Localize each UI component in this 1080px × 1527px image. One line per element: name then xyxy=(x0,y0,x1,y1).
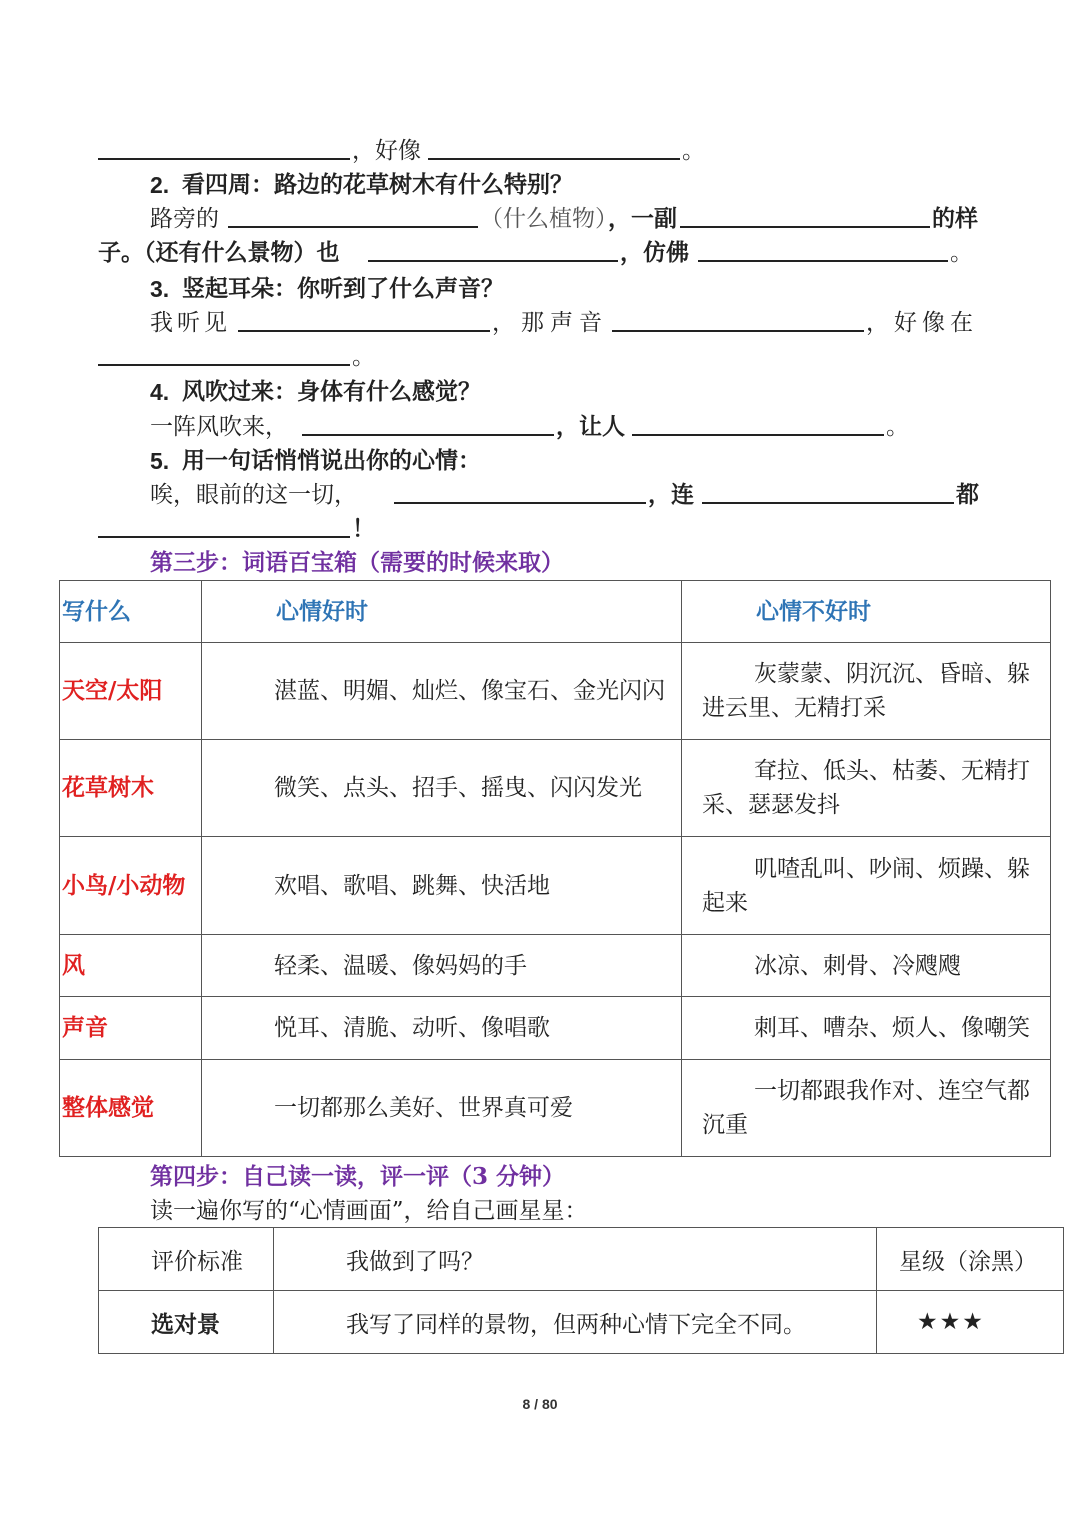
blank[interactable] xyxy=(680,202,930,228)
good-words: 悦耳、清脆、动听、像唱歌 xyxy=(202,997,682,1060)
row-label: 风 xyxy=(60,935,202,997)
header-good-mood: 心情好时 xyxy=(202,581,682,643)
bad-words: 灰蒙蒙、阴沉沉、昏暗、躲进云里、无精打采 xyxy=(682,643,1051,740)
blank[interactable] xyxy=(228,202,478,228)
blank[interactable] xyxy=(98,134,350,160)
blank[interactable] xyxy=(98,340,350,366)
table-row xyxy=(60,997,1051,1060)
header-bad-mood: 心情不好时 xyxy=(682,581,1051,643)
eval-row xyxy=(99,1291,1064,1354)
good-words: 欢唱、歌唱、跳舞、快活地 xyxy=(202,837,682,935)
eval-header-row xyxy=(99,1228,1064,1291)
blank[interactable] xyxy=(698,236,948,262)
criterion-description: 我写了同样的景物，但两种心情下完全不同。 xyxy=(274,1291,877,1354)
row-label: 声音 xyxy=(60,997,202,1060)
blank[interactable] xyxy=(428,134,680,160)
row-label: 小鸟/小动物 xyxy=(60,837,202,935)
table-row xyxy=(60,1060,1051,1157)
page-number: 8 / 80 xyxy=(522,1396,558,1412)
self-evaluation-table xyxy=(98,1227,1064,1354)
row-label: 整体感觉 xyxy=(60,1060,202,1157)
table-row xyxy=(60,740,1051,837)
blank[interactable] xyxy=(238,306,490,332)
blank[interactable] xyxy=(98,512,350,538)
good-words: 轻柔、温暖、像妈妈的手 xyxy=(202,935,682,997)
bad-words: 耷拉、低头、枯萎、无精打采、瑟瑟发抖 xyxy=(682,740,1051,837)
good-words: 微笑、点头、招手、摇曳、闪闪发光 xyxy=(202,740,682,837)
blank[interactable] xyxy=(632,410,884,436)
header-criterion: 评价标准 xyxy=(99,1228,274,1291)
table-row xyxy=(60,837,1051,935)
blank[interactable] xyxy=(368,236,618,262)
criterion: 选对景 xyxy=(99,1291,274,1354)
table-header-row xyxy=(60,581,1051,643)
blank[interactable] xyxy=(302,410,554,436)
bad-words: 一切都跟我作对、连空气都沉重 xyxy=(682,1060,1051,1157)
row-label: 天空/太阳 xyxy=(60,643,202,740)
bad-words: 叽喳乱叫、吵闹、烦躁、躲起来 xyxy=(682,837,1051,935)
header-stars: 星级（涂黑） xyxy=(877,1228,1064,1291)
good-words: 湛蓝、明媚、灿烂、像宝石、金光闪闪 xyxy=(202,643,682,740)
row-label: 花草树木 xyxy=(60,740,202,837)
word-treasure-table xyxy=(59,580,1051,1157)
bad-words: 冰凉、刺骨、冷飕飕 xyxy=(682,935,1051,997)
good-words: 一切都那么美好、世界真可爱 xyxy=(202,1060,682,1157)
blank[interactable] xyxy=(612,306,864,332)
bad-words: 刺耳、嘈杂、烦人、像嘲笑 xyxy=(682,997,1051,1060)
table-row xyxy=(60,643,1051,740)
table-row xyxy=(60,935,1051,997)
header-what: 写什么 xyxy=(60,581,202,643)
header-did-i: 我做到了吗？ xyxy=(274,1228,877,1291)
blank[interactable] xyxy=(394,478,646,504)
blank[interactable] xyxy=(702,478,954,504)
star-rating[interactable]: ★★★ xyxy=(877,1291,1064,1354)
